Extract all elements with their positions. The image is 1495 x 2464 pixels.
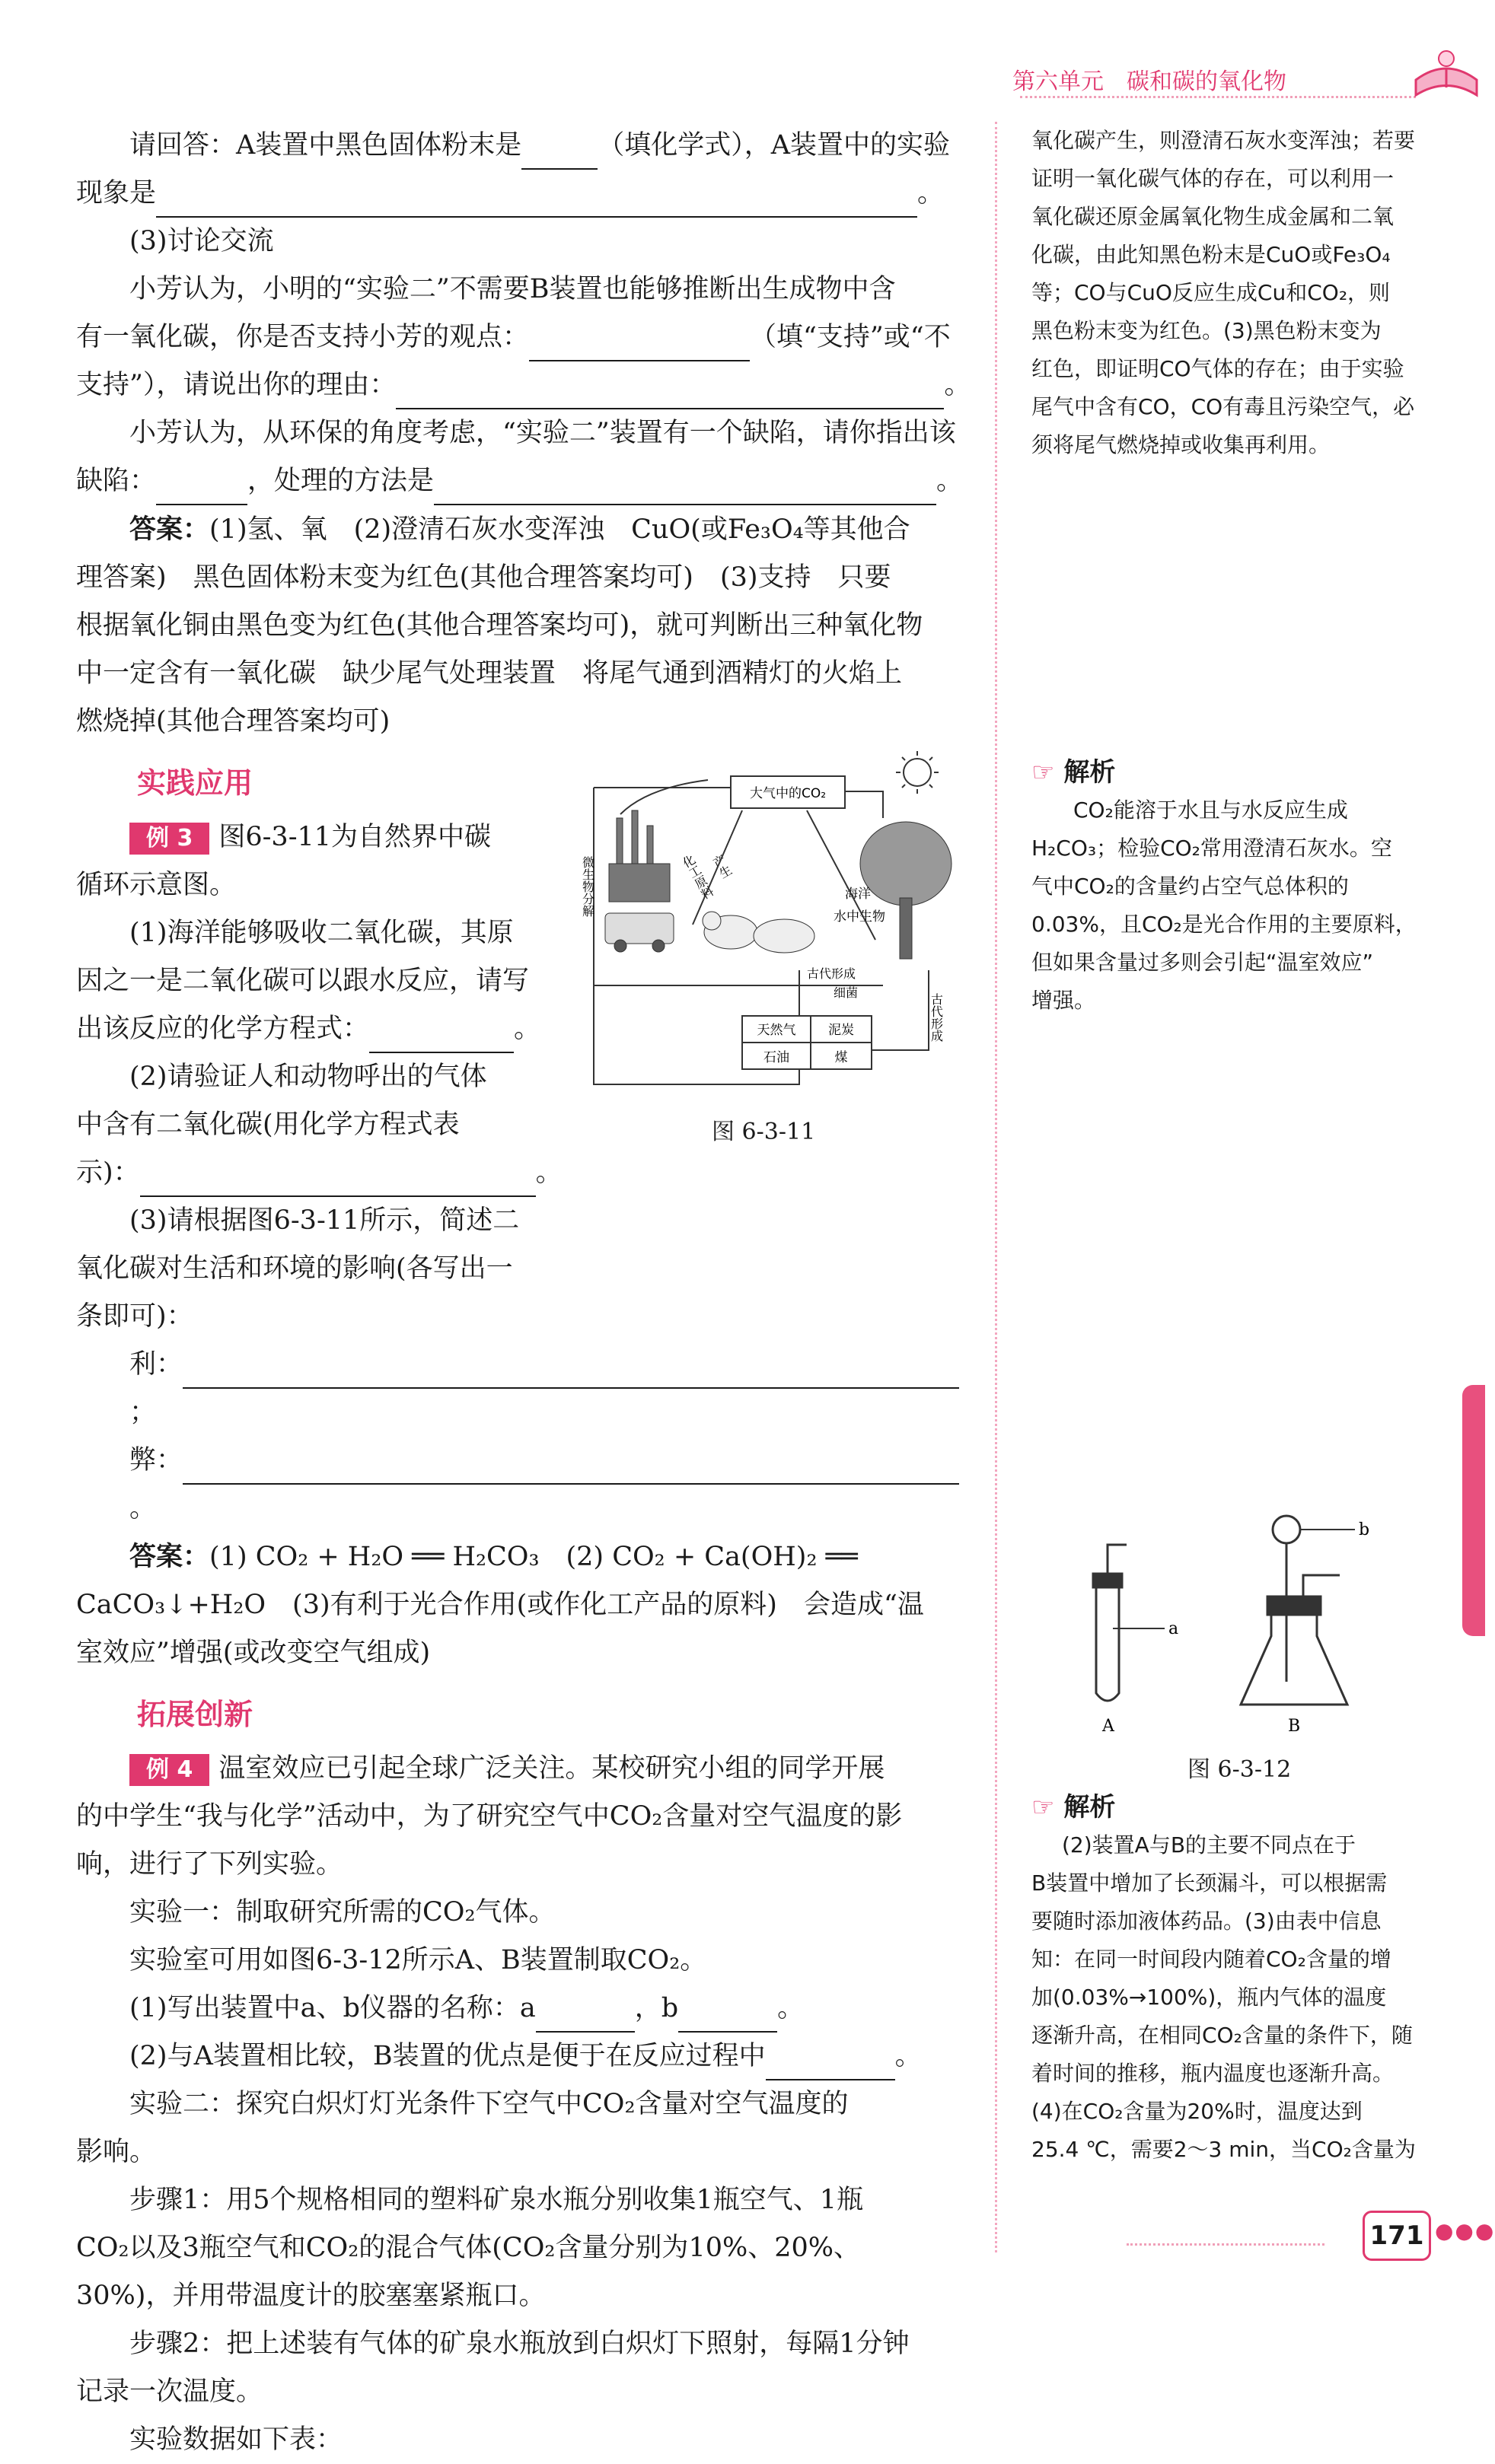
carbon-cycle-figure (579, 750, 967, 1100)
answer: 答案：(1) CO₂ + H₂O ══ H₂CO₃ (2) CO₂ + Ca(OH)₂ ══ (129, 1541, 858, 1572)
pro-line: 利：； (76, 1341, 982, 1437)
side-note-top: 氧化碳产生，则澄清石灰水变浑浊；若要 证明一氧化碳气体的存在，可以利用一 氧化碳还原金属氧化物生成金属和二氧 化碳，由此知黑色粉末是CuO或Fe₃O₄ 等；CO与CuO反应生成Cu和CO₂，则 黑色粉末变为红色。(3)黑色粉末变为 红色，即证明CO气体的存在；由于实验 尾气中含有CO，CO有毒且污染空气，必 须将尾气燃烧掉或收集再利用。 (1031, 128, 1416, 457)
unit-label: 第六单元 (1012, 68, 1104, 95)
answer: 答案：(1)氢、氧 (2)澄清石灰水变浑浊 CuO(或Fe₃O₄等其他合 (129, 514, 910, 545)
q-text: 缺陷： ，处理的方法是 。 (76, 457, 982, 505)
header-title (1012, 62, 1286, 96)
main-column: 请回答：A装置中黑色固体粉末是 （填化学式），A装置中的实验 现象是 。 (3)讨论交流 小芳认为，小明的“实验二”不需要B装置也能够推断出生成物中含 有一氧化碳，你是否支持小芳的观点： （填“支持”或“不 支持”），请说出你的理由： 。 小芳认为，从环保的角度考虑，“实验二”装置有一个缺陷，请你指出该 缺陷： ，处理的方法是 。 答案：(1)氢、氧 (2)澄清石灰水变浑浊 CuO(或Fe₃O₄等其他合 理答案) 黑色固体粉末变为红色(其他合理答案均可) (3)支持 只要 根据氧化铜由黑色变为红色(其他合理答案均可)，就可判断出三种氧化物 中一定含有一氧化碳 缺少尾气处理装置 将尾气通到酒精灯的火焰上 燃烧掉(其他合理答案均可) 实践应用 例 3 图6-3-11为自然界中碳 循环示意图。 (1)海洋能够吸收二氧化碳，其原 因之一是二氧化碳可以跟水反应，请写 出该反应的化学方程式： 。 (2)请验证人和动物呼出的气体 中含有二氧化碳(用化学方程式表 示)： 。 (3)请根据图6-3-11所示，简述二 氧化碳对生活和环境的影响(各写出一 条即可)： 利：； 弊：。 答案：(1) CO₂ + H₂O ══ H₂CO₃ (2) CO₂ + Ca(OH)₂ ══ CaCO₃↓+H₂O (3)有利于光合作用(或作化工产品的原料) 会造成“温 室效应”增强(或改变空气组成) 拓展创新 例 4 温室效应已引起全球广泛关注。某校研究小组的同学开展 的中学生“我与化学”活动中，为了研究空气中CO₂含量对空气温度的影 响，进行了下列实验。 实验一：制取研究所需的CO₂气体。 实验室可用如图6-3-12所示A、B装置制取CO₂。 (1)写出装置中a、b仪器的名称：a ，b 。 (2)与A装置相比较，B装置的优点是便于在反应过程中 。 实验二：探究白炽灯灯光条件下空气中CO₂含量对空气温度的 影响。 步骤1：用5个规格相同的塑料矿泉水瓶分别收集1瓶空气、1瓶 CO₂以及3瓶空气和CO₂的混合气体(CO₂含量分别为10%、20%、 30%)，并用带温度计的胶塞塞紧瓶口。 步骤2：把上述装有气体的矿泉水瓶放到白炽灯下照射，每隔1分钟 记录一次温度。 实验数据如下表： (76, 122, 982, 2464)
figure-caption: 图 6-3-12 (1187, 1756, 1292, 1783)
column-divider (995, 122, 997, 2252)
sun-icon (896, 751, 939, 794)
example-3: 例 3 图6-3-11为自然界中碳 循环示意图。 (1)海洋能够吸收二氧化碳，其原 因之一是二氧化碳可以跟水反应，请写 出该反应的化学方程式： 。 (2)请验证人和动物呼出的气体 中含有二氧化碳(用化学方程式表 示)： 。 (3)请根据图6-3-11所示，简述二 氧化碳对生活和环境的影响(各写出一 条即可)： (76, 822, 563, 1332)
ancient-label: 古代形成 (807, 966, 856, 981)
q-text: 有一氧化碳，你是否支持小芳的观点： （填“支持”或“不 (76, 314, 982, 361)
coal-label: 煤 (834, 1050, 848, 1065)
label-b: b (1359, 1520, 1370, 1539)
analysis-2: ☞ 解析 (2)装置A与B的主要不同点在于 B装置中增加了长颈漏斗，可以根据需 要随时添加液体药品。(3)由表中信息 知：在同一时间段内随着CO₂含量的增 加(0.03%→100%)，瓶内气体的温度 逐渐升高，在相同CO₂含量的条件下，随 着时间的推移，瓶内温度也逐渐升高。 (4)在CO₂含量为20%时，温度达到 25.4 ℃，需要2～3 min，当CO₂含量为 (1031, 1792, 1416, 2162)
atmo-label: 大气中的CO₂ (749, 786, 827, 801)
section-title: 实践应用 (137, 766, 253, 800)
con-line: 弊：。 (76, 1437, 982, 1533)
q-text: 小芳认为，小明的“实验二”不需要B装置也能够推断出生成物中含 (129, 274, 896, 304)
chapter-title: 碳和碳的氧化物 (1127, 68, 1286, 95)
gas-label: 天然气 (757, 1023, 796, 1038)
answer: CaCO₃↓+H₂O (3)有利于光合作用(或作化工产品的原料) 会造成“温 (76, 1590, 924, 1620)
chem-label: 化工原料 (678, 852, 716, 903)
q-text: 小芳认为，从环保的角度考虑，“实验二”装置有一个缺陷，请你指出该 (129, 418, 956, 448)
water-bio-label: 水中生物 (834, 909, 885, 925)
header-divider (1020, 96, 1416, 98)
oil-label: 石油 (763, 1050, 789, 1065)
factory-icon (609, 810, 670, 902)
ocean-label: 海洋 (845, 887, 871, 902)
answer: 根据氧化铜由黑色变为红色(其他合理答案均可)，就可判断出三种氧化物 (76, 610, 923, 641)
q-text: 现象是 。 (76, 170, 982, 218)
q-text: 请回答：A装置中黑色固体粉末是 （填化学式），A装置中的实验 (76, 122, 982, 170)
micro-label: 微生物分解 (580, 856, 595, 917)
bacteria-label: 细菌 (834, 985, 859, 1000)
label-B: B (1288, 1717, 1301, 1736)
section-title: 拓展创新 (137, 1698, 253, 1731)
book-logo-icon (1412, 42, 1481, 103)
animals-icon (703, 912, 814, 953)
test-tube-icon (1093, 1545, 1127, 1701)
example-tag: 例 3 (129, 823, 209, 855)
pointing-hand-icon: ☞ (1031, 757, 1055, 788)
pointing-hand-icon: ☞ (1031, 1792, 1055, 1823)
analysis-1: ☞ 解析 CO₂能溶于水且与水反应生成 H₂CO₃；检验CO₂常用澄清石灰水。空 气中CO₂的含量约占空气总体积的 0.03%，且CO₂是光合作用的主要原料， 但如果含量过多则会引起“温室效应” 增强。 (1031, 757, 1417, 1013)
answer: 室效应”增强(或改变空气组成) (76, 1638, 431, 1668)
answer: 理答案) 黑色固体粉末变为红色(其他合理答案均可) (3)支持 只要 (76, 562, 891, 593)
car-icon (605, 913, 674, 952)
edge-tab (1462, 1385, 1485, 1636)
prod-label: 产生 (709, 852, 735, 881)
footer-dots: ●●● (1435, 2218, 1495, 2243)
flask-icon (1241, 1516, 1347, 1705)
example-tag: 例 4 (129, 1754, 209, 1786)
peat-label: 泥炭 (828, 1023, 854, 1038)
apparatus-figure (1066, 1499, 1408, 1743)
ancient2-label: 古代形成 (929, 993, 944, 1042)
page-number: 171 (1363, 2211, 1431, 2261)
label-a: a (1168, 1619, 1179, 1638)
figure-caption: 图 6-3-11 (712, 1119, 816, 1145)
q-text: (3)讨论交流 (129, 226, 274, 256)
answer: 燃烧掉(其他合理答案均可) (76, 706, 390, 737)
fuel-table (742, 1016, 872, 1069)
answer: 中一定含有一氧化碳 缺少尾气处理装置 将尾气通到酒精灯的火焰上 (76, 658, 903, 689)
q-text: 支持”），请说出你的理由： 。 (76, 361, 982, 409)
label-A: A (1102, 1717, 1114, 1736)
footer-divider (1127, 2243, 1324, 2246)
